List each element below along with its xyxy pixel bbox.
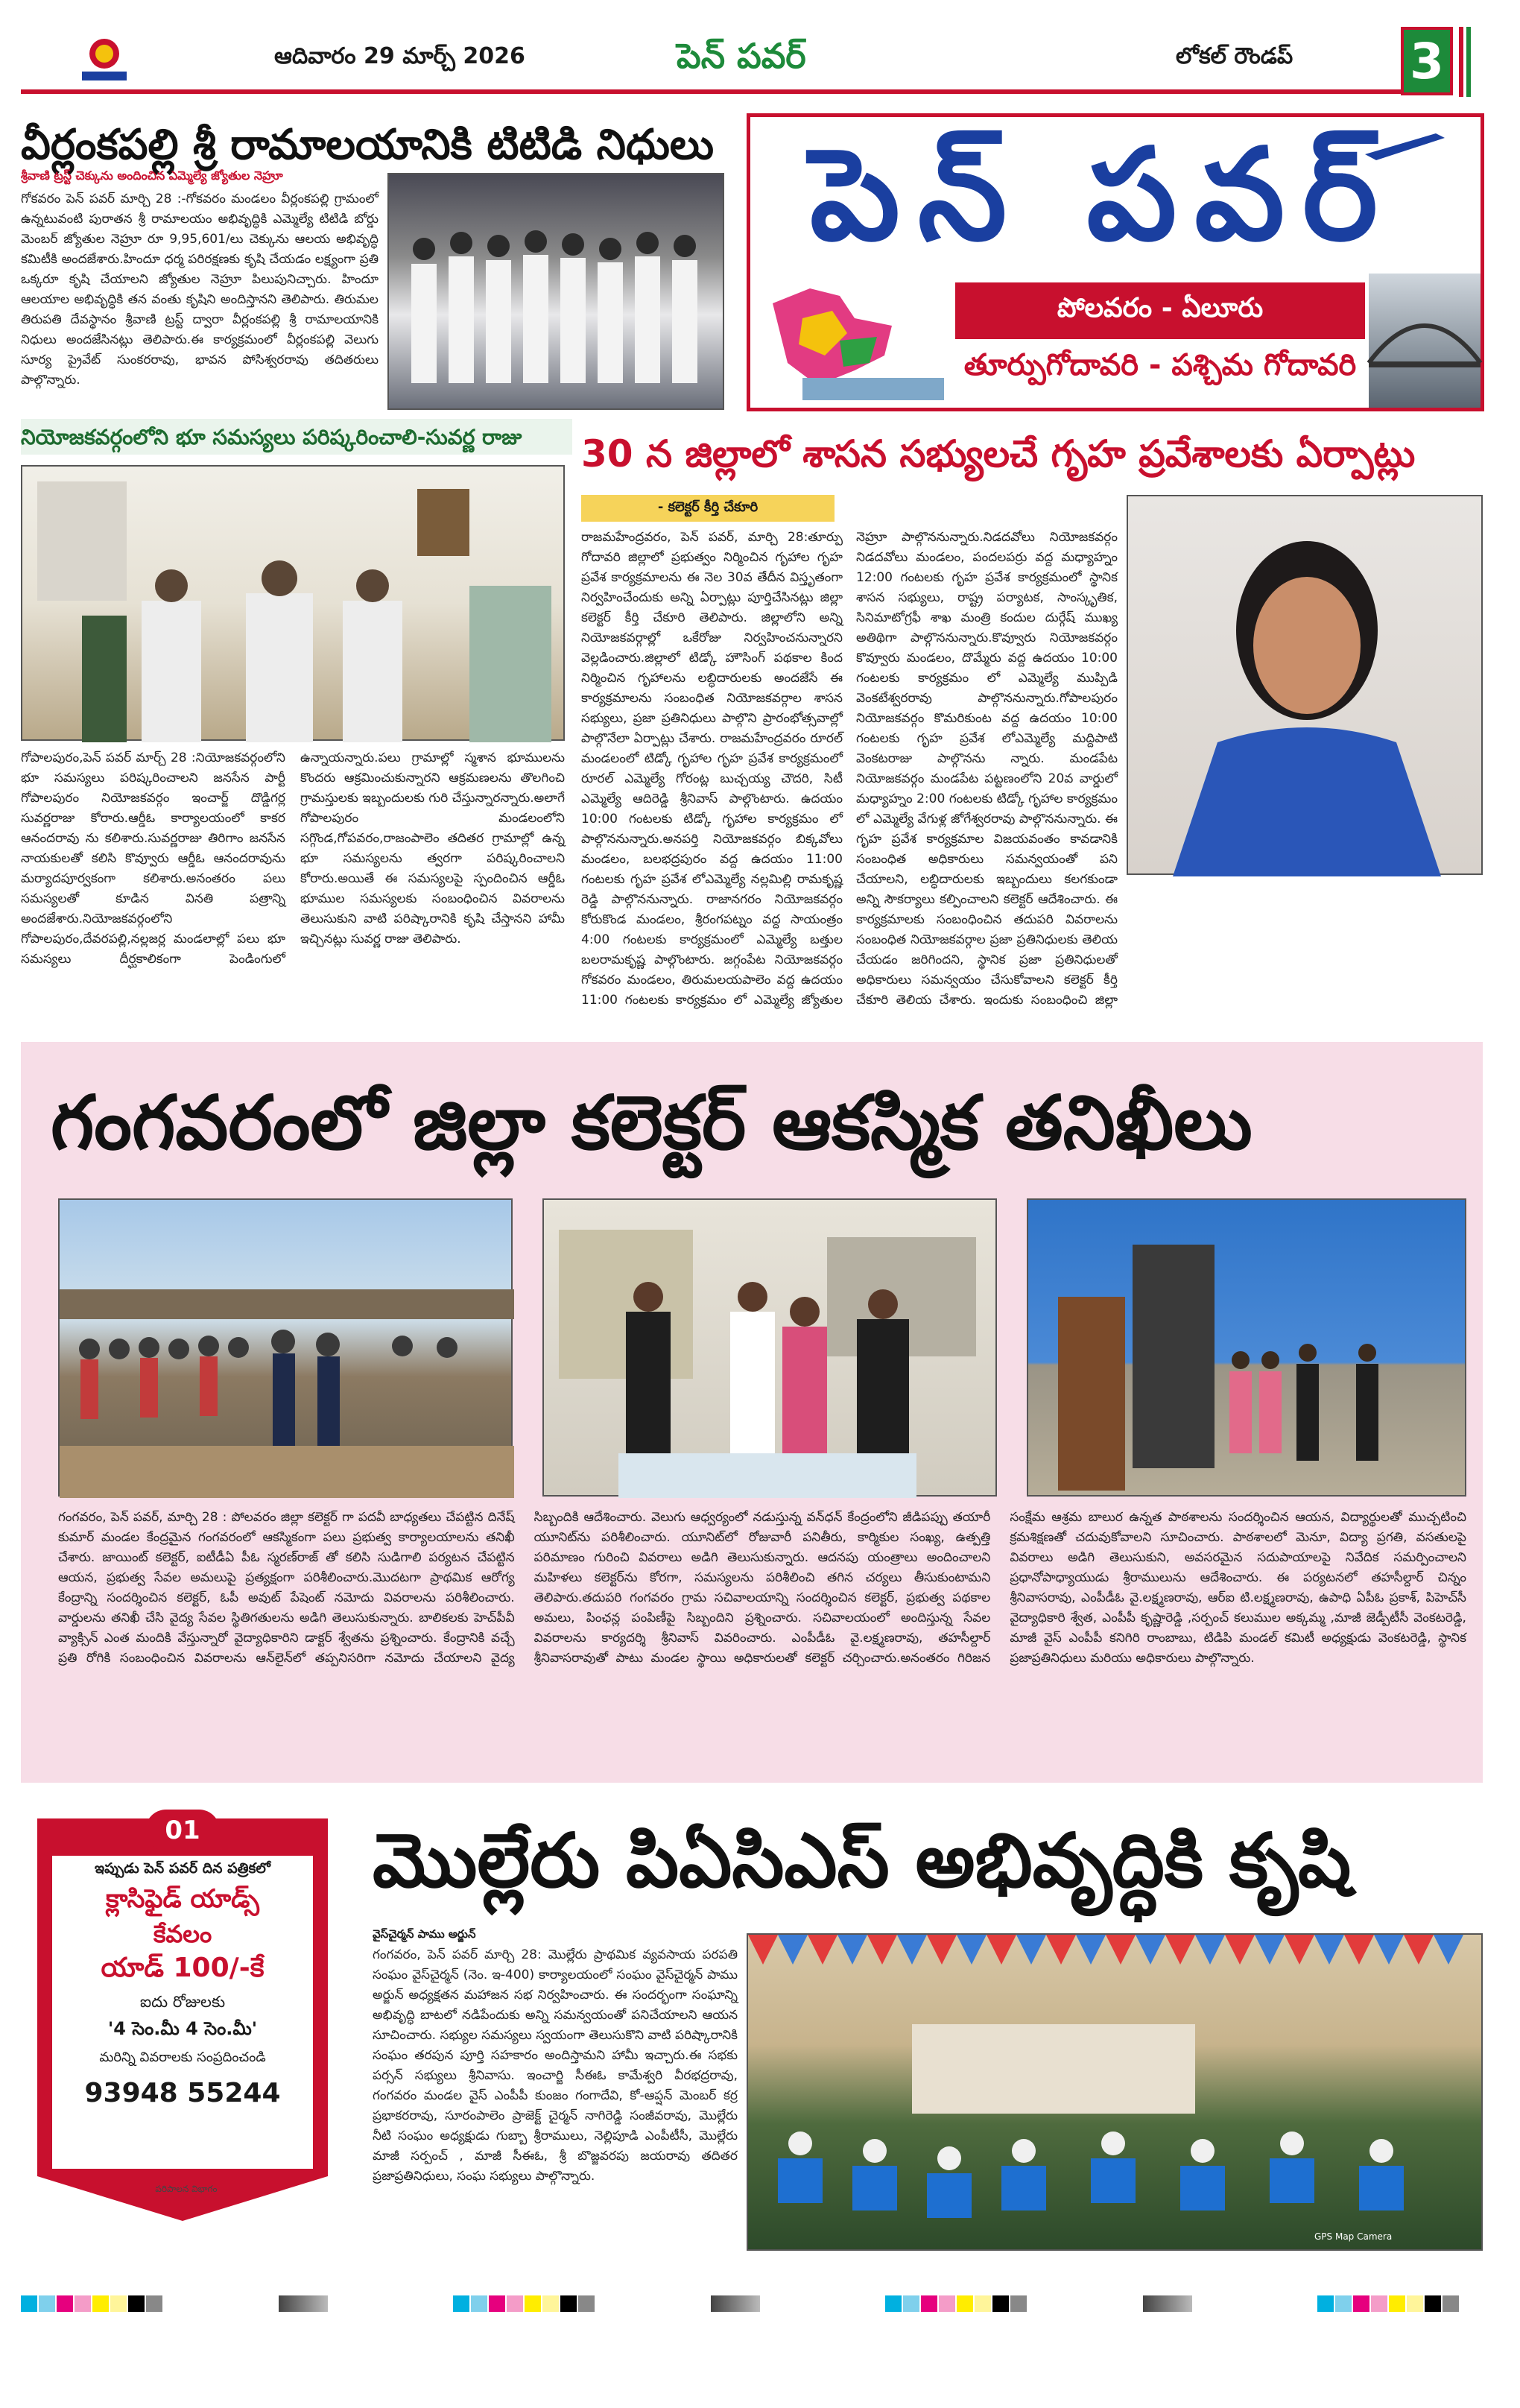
story1-headline: వీర్లంకపల్లి శ్రీ రామాలయానికి టిటిడి నిధులు (21, 121, 714, 169)
story1-photo (387, 173, 724, 410)
story4-section (21, 1042, 1483, 1783)
classified-ad (30, 1804, 335, 2228)
masthead-line2: తూర్పుగోదావరి - పశ్చిమ గోదావరి (963, 348, 1357, 382)
ad-badge (145, 1810, 220, 1851)
page-number: 3 (1410, 33, 1444, 90)
color-bar-group (21, 2295, 164, 2315)
ad-line2: క్లాసిఫైడ్ యాడ్స్ (106, 1884, 259, 1914)
story2-headline: నియోజకవర్గంలోని భూ సమస్యలు పరిష్కరించాలి-సువర్ణ రాజు (21, 425, 522, 449)
masthead (747, 113, 1484, 411)
ad-line7: మరిన్ని వివరాలకు సంప్రదించండి (99, 2050, 266, 2065)
story5-subhead: వైస్‌చైర్మన్ పాము అర్జున్ (373, 1927, 476, 1941)
story2-body: గోపాలపురం,పెన్ పవర్ మార్చ్ 28 :నియోజకవర్గంలోని భూ సమస్యలు పరిష్కరించాలని జనసేన పార్టీ గోపాలపురం నియోజకవర్గం ఇంచార్జ్ దొడ్డిగర్ల సువర్ణరాజు కోరారు.ఆర్డీఓ కార్యాలయంలో కాకర ఆనందరావు ను కలిశారు.సువర్ణరాజు తిరిగాం జనసేన నాయకులతో కలిసి కొవ్వూరు ఆర్డీఓ ఆనందరావును మర్యాదపూర్వకంగా కలిశారు.అనంతరం పలు సమస్యలతో కూడిన వినతి పత్రాన్ని అందజేశారు.నియోజకవర్గంలోని గోపాలపురం,దేవరపల్లి,నల్లజర్ల మండలాల్లో పలు భూ సమస్యలు దీర్ఘకాలికంగా పెండింగులో ఉన్నాయన్నారు.పలు గ్రామాల్లో స్మశాన భూములను కొందరు ఆక్రమించుకున్నారని ఆక్రమణలను తొలగించి గ్రామస్తులకు ఇబ్బందులకు గురి చేస్తున్నారన్నారు.అలాగే గోపాలపురం మండలంలోని సగ్గొండ,గోపవరం,రాజంపాలెం తదితర గ్రామాల్లో ఉన్న భూ సమస్యలను త్వరగా పరిష్కరించాలని కోరారు.అయితే ఈ సమస్యలపై స్పందించిన ఆర్డీఓ భూముల సమస్యలకు సంబంధించిన వివరాలను తెలుసుకుని వాటి పరిష్కారానికి కృషి చేస్తానని హామీ ఇచ్చినట్లు సువర్ణ రాజు తెలిపారు. (21, 750, 565, 967)
story3-body: రాజమహేంద్రవరం, పెన్ పవర్, మార్చి 28:తూర్పు గోదావరి జిల్లాలో ప్రభుత్వం నిర్మించిన గృహాల గృహ ప్రవేశ కార్యక్రమాలను ఈ నెల 30వ తేదీన విస్తృతంగా నిర్వహించేందుకు అన్ని ఏర్పాట్లు పూర్తిచేసినట్లు జిల్లా కలెక్టర్ కీర్తి చేకూరి తెలిపారు. జిల్లాలోని అన్ని నియోజకవర్గాల్లో ఒకేరోజు నిర్వహించనున్నారని వెల్లడించారు.జిల్లాలో టిడ్కో హౌసింగ్ పథకాల కింద నిర్మించిన గృహాలను లబ్ధిదారులకు అందజేసే ఈ కార్యక్రమాలను సంబంధిత నియోజకవర్గాల శాసన సభ్యులు, ప్రజా ప్రతినిధులు పాల్గొని ప్రారంభోత్సవాల్లో పాల్గొనేలా ఏర్పాట్లు చేశారు. రాజమహేంద్రవరం రూరల్ మండలంలో టిడ్కో గృహాల గృహ ప్రవేశ కార్యక్రమంలో రూరల్ ఎమ్మెల్యే గోరంట్ల బుచ్చయ్య చౌదరి, సిటీ ఎమ్మెల్యే ఆదిరెడ్డి శ్రీనివాస్ పాల్గొంటారు. ఉదయం 10:00 గంటలకు టిడ్కో గృహాల కార్యక్రమం లో పాల్గొననున్నారు.అనపర్తి నియోజకవర్గం బిక్కవోలు మండలం, బలభద్రపురం వద్ద ఉదయం 11:00 గంటలకు గృహ ప్రవేశ లోఎమ్మెల్యే నల్లమిల్లి రామకృష్ణ రెడ్డి పాల్గొననున్నారు. రాజానగరం నియోజకవర్గం కోరుకొండ మండలం, శ్రీరంగపట్నం వద్ద సాయంత్రం 4:00 గంటలకు కార్యక్రమంలో ఎమ్మెల్యే బత్తుల బలరామకృష్ణ పాల్గొంటారు. జగ్గంపేట నియోజకవర్గం గోకవరం మండలం, తిరుమలయపాలెం వద్ద ఉదయం 11:00 గంటలకు కార్యక్రమం లో ఎమ్మెల్యే జ్యోతుల నెహ్రూ పాల్గొననున్నారు.నిడదవోలు నియోజకవర్గం నిడదవోలు మండలం, పందలపర్రు వద్ద మధ్యాహ్నం 12:00 గంటలకు గృహ ప్రవేశ కార్యక్రమంలో స్థానిక శాసన సభ్యులు, రాష్ట్ర పర్యాటక, సాంస్కృతిక, సినిమాటోగ్రఫీ శాఖ మంత్రి కందుల దుర్గేష్ ముఖ్య అతిథిగా పాల్గొననున్నారు.కొవ్వూరు నియోజకవర్గం కొవ్వూరు మండలం, దొమ్మేరు వద్ద ఉదయం 10:00 గంటలకు కార్యక్రమం లో ఎమ్మెల్యే ముప్పిడి వెంకటేశ్వరరావు పాల్గొననున్నారు.గోపాలపురం నియోజకవర్గం కొమరికుంట వద్ద ఉదయం 10:00 గంటలకు గృహ ప్రవేశ లోఎమ్మెల్యే మద్దిపాటి వెంకటరాజు పాల్గొనను న్నారు. మండపేట నియోజకవర్గం మండపేట పట్టణంలోని 20వ వార్డులో మధ్యాహ్నం 2:00 గంటలకు టిడ్కో గృహాల కార్యక్రమం లో ఎమ్మెల్యే వేగుళ్ల జోగేశ్వరరావు పాల్గొననున్నారు. ఈ గృహ ప్రవేశ కార్యక్రమాల విజయవంతం కావడానికి సంబంధిత అధికారులు సమన్వయంతో పని చేయాలని, లబ్ధిదారులకు ఇబ్బందులు కలగకుండా అన్ని సౌకర్యాలు కల్పించాలని కలెక్టర్ ఆదేశించారు. ఈ కార్యక్రమాలకు సంబంధించిన తదుపరి వివరాలను సంబంధిత నియోజకవర్గాల ప్రజా ప్రతినిధులకు తెలియ చేయడం జరిగిందని, స్థానిక ప్రజా ప్రతినిధులతో అధికారులు సమన్వయం చేసుకోవాలని కలెక్టర్ కీర్తి చేకూరి తెలియ చేశారు. ఇందుకు సంబంధించి జిల్లా (581, 530, 1118, 1008)
story4-body: గంగవరం, పెన్ పవర్, మార్చి 28 : పోలవరం జిల్లా కలెక్టర్ గా పదవీ బాధ్యతలు చేపట్టిన దినేష్ కుమార్ మండల కేంద్రమైన గంగవరంలో ఆకస్మికంగా పలు ప్రభుత్వ కార్యాలయాలను తనిఖీ చేశారు. జాయింట్ కలెక్టర్, ఐటీడీఏ పీఓ స్మరణ్‌రాజ్ తో కలిసి సుడిగాలి పర్యటన చేపట్టిన ఆయన, ప్రభుత్వ సేవల అమలుపై ప్రత్యక్షంగా పరిశీలించారు.మొదటగా ప్రాథమిక ఆరోగ్య కేంద్రాన్ని సందర్శించిన కలెక్టర్, ఓపీ అవుట్ పేషెంట్ నమోదు వివరాలను పరిశీలించారు. వార్డులను తనిఖీ చేసి వైద్య సేవల స్థితిగతులను అడిగి తెలుసుకున్నారు. బాలికలకు హెచ్‌పీవీ వ్యాక్సిన్ ఎంత మందికి వేస్తున్నారో వైద్యాధికారిని డాక్టర్ శ్వేతను ప్రశ్నించారు. కేంద్రానికి వచ్చే ప్రతి రోగికి సంబంధించిన వివరాలను ఆన్‌లైన్‌లో తప్పనిసరిగా నమోదు చేయాలని వైద్య సిబ్బందికి ఆదేశించారు. వెలుగు ఆధ్వర్యంలో నడుస్తున్న వన్‌ధన్ కేంద్రంలోని జీడిపప్పు తయారీ యూనిట్‌ను పరిశీలించారు. యూనిట్‌లో రోజువారీ పనితీరు, కార్మికుల సంఖ్య, ఉత్పత్తి పరిమాణం గురించి వివరాలు అడిగి తెలుసుకున్నారు. ఆదనపు యంత్రాలు అందించాలని మహిళలు కలెక్టర్‌ను కోరగా, సమస్యలను పరిశీలించి తగిన చర్యలు తీసుకుంటామని తెలిపారు.తదుపరి గంగవరం గ్రామ సచివాలయాన్ని సందర్శించిన కలెక్టర్, ప్రభుత్వ పథకాల అమలు, పింఛన్ల పంపిణీపై సిబ్బందిని ప్రశ్నించారు. సచివాలయంలో అందిస్తున్న సేవల వివరాలను కార్యదర్శి శ్రీనివాస్ వివరించారు. ఎంపీడీఓ వై.లక్ష్మణరావు, తహసీల్దార్ శ్రీనివాసరావుతో పాటు మండల స్థాయి అధికారులతో కలెక్టర్ చర్చించారు.అనంతరం గిరిజన సంక్షేమ ఆశ్రమ బాలుర ఉన్నత పాఠశాలను సందర్శించిన ఆయన, విద్యార్థులతో ముచ్చటించి క్రమశిక్షణతో చదువుకోవాలని సూచించారు. పాఠశాలలో మెనూ, విద్యా ప్రగతి, వసతులపై వివరాలు అడిగి తెలుసుకుని, అవసరమైన సదుపాయాలపై నివేదిక సమర్పించాలని ప్రధానోపాధ్యాయుడు శ్రీరాములును ఆదేశించారు. ఈ పర్యటనలో తహసీల్దార్ చిన్నం శ్రీనివాసరావు, ఎంపీడీఓ వై.లక్ష్మణరావు, ఆర్ఐ టి.లక్ష్మణరావు, ఉపాధి ఏపీఓ ప్రకాశ్, పిహెచ్‌సీ వైద్యాధికారి శ్వేత, ఎంపీపీ కృష్ణారెడ్డి ,సర్పంచ్ కలుముల అక్కమ్మ ,మాజీ జెడ్పీటీసీ వెంకటరెడ్డి, మాజీ వైస్ ఎంపీపీ కనిగిరి రాంబాబు, టిడిపి మండల్ కమిటీ అధ్యక్షుడు వెంకటరెడ్డి, స్థానిక ప్రజాప్రతినిధులు మరియు అధికారులు పాల్గొన్నారు. (58, 1510, 1466, 1666)
print-color-bars (21, 2295, 1483, 2315)
masthead-pen-icon (1361, 124, 1451, 169)
ad-line4: యాడ్ 100/-కే (101, 1953, 265, 1983)
photo-watermark: GPS Map Camera (1314, 2231, 1393, 2242)
color-bar-group (1317, 2295, 1460, 2315)
story1-subhead: శ్రీవాణి ట్రస్ట్ చెక్కును అందించిన ఎమ్మెల్యే జ్యోతుల నెహ్రూ (21, 168, 283, 183)
color-bar-group (453, 2295, 596, 2315)
story4-photo-unit (1027, 1198, 1466, 1497)
ad-footer: పరిపాలన విభాగం (155, 2184, 218, 2194)
ad-line3: కేవలం (153, 1920, 212, 1948)
header-date: ఆదివారం 29 మార్చ్ 2026 (274, 43, 525, 69)
masthead-title: పెన్ పవర్ (810, 121, 1396, 269)
ad-line6: '4 సెం.మీ 4 సెం.మీ' (107, 2018, 258, 2039)
ad-phone: 93948 55244 (84, 2078, 281, 2108)
story3-continuation (1127, 882, 1483, 1009)
story2-headline-bar (21, 419, 572, 455)
header-rule (21, 89, 1403, 94)
ad-line5: ఐదు రోజులకు (139, 1993, 226, 2011)
ad-line1: ఇప్పుడు పెన్ పవర్ దిన పత్రికలో (95, 1860, 270, 1877)
ad-badge-number: 01 (165, 1816, 200, 1845)
story3-byline-box (581, 495, 835, 522)
masthead-banner (955, 282, 1365, 400)
story4-headline: గంగవరంలో జిల్లా కలెక్టర్ ఆకస్మిక తనిఖీలు (51, 1079, 1253, 1166)
header-section: లోకల్ రౌండప్ (1176, 43, 1293, 69)
story5-headline: మొల్లేరు పిఏసిఎస్ అభివృద్ధికి కృషి (373, 1817, 1352, 1904)
color-bar-group (885, 2295, 1028, 2315)
masthead-line1: పోలవరం - ఏలూరు (1057, 293, 1264, 323)
gray-bar (279, 2295, 328, 2312)
masthead-map-graphic (758, 274, 951, 408)
header-bar (21, 30, 1414, 89)
story5-body: గంగవరం, పెన్ పవర్ మార్చి 28: మొల్లేరు ప్రాథమిక వ్యవసాయ పరపతి సంఘం వైస్‌చైర్మన్ (నెం. ఇ-400) కార్యాలయంలో సంఘం వైస్‌చైర్మన్ పాము అర్జున్ అధ్యక్షతన మహాజన సభ నిర్వహించారు. ఈ సందర్భంగా సంఘాన్ని అభివృద్ధి బాటలో నడిపేందుకు అన్ని సమన్వయంతో పనిచేయాలని ఆయన సూచించారు. సభ్యుల సమస్యలు స్వయంగా తెలుసుకొని వాటి పరిష్కారానికి సంఘం తరపున పూర్తి సహకారం అందిస్తామని హామీ ఇచ్చారు.ఈ సభకు పర్సన్ సభ్యులు శ్రీనివాసు. ఇంచార్జి సీఈఓ కామేశ్వరి వీరభద్రరావు, గంగవరం మండల వైస్ ఎంపీపీ కుంజం గంగాదేవి, కో-ఆప్షన్ మెంబర్ కర్ర ప్రభాకరరావు, సూరంపాలెం ప్రాజెక్ట్ చైర్మన్ నాగిరెడ్డి సంజీవరావు, మొల్లేరు నీటి సంఘం అధ్యక్షుడు గుబ్బా శ్రీరాములు, నెల్లిపూడి ఎంపీటీసీ, మొల్లేరు మాజీ సర్పంచ్ , మాజీ సీఈఓ, శ్రీ బొజ్జవరపు జయరావు తదితర ప్రజాప్రతినిధులు, సంఘ సభ్యులు పాల్గొన్నారు. (373, 1947, 738, 2184)
story3-byline: - కలెక్టర్ కీర్తి చేకూరి (657, 499, 759, 515)
story3-headline: 30 న జిల్లాలో శాసన సభ్యులచే గృహ ప్రవేశాలకు ఏర్పాట్లు (581, 432, 1416, 475)
story4-photo-clinic (542, 1198, 997, 1497)
gray-bar (1143, 2295, 1192, 2312)
story2-photo (21, 465, 565, 741)
gray-bar (711, 2295, 760, 2312)
header-logo (75, 34, 134, 83)
story4-photo-children (58, 1198, 513, 1497)
page-number-box (1401, 27, 1453, 95)
story1-body: గోకవరం పెన్ పవర్ మార్చి 28 :-గోకవరం మండలం వీర్లంకపల్లి గ్రామంలో ఉన్నటువంటి పురాతన శ్రీ రామాలయం అభివృద్ధికి ఎమ్మెల్యే టిటిడి బోర్డు మెంబర్ జ్యోతుల నెహ్రూ రూ 9,95,601/లు చెక్కును ఆలయ అభివృద్ధి కమిటీకి అందజేశారు.హిందూ ధర్మ పరిరక్షణకు కృషి చేయడం లక్ష్యంగా ప్రతి ఒక్కరూ కృషి చేయాలని జ్యోతుల నెహ్రూ పిలుపునిచ్చారు. హిందూ ఆలయాల అభివృద్ధికి తన వంతు కృషిని అందిస్తానని తెలిపారు. తిరుమల తిరుపతి దేవస్థానం శ్రీవాణి ట్రస్ట్ ద్వారా వీర్లంకపల్లి శ్రీ రామాలయానికి నిధులు అందజేసినట్లు తెలిపారు.ఈ కార్యక్రమంలో వీర్లంకపల్లి వెలుగు సూర్య ప్రైవేట్ సుంకరరావు, భావన పోసిశ్వరరావు తదితరులు పాల్గొన్నారు. (21, 192, 379, 388)
masthead-bridge-graphic (1369, 274, 1481, 408)
story3-photo (1127, 495, 1483, 875)
header-paper-name: పెన్ పవర్ (677, 36, 806, 76)
story5-photo (747, 1933, 1483, 2251)
